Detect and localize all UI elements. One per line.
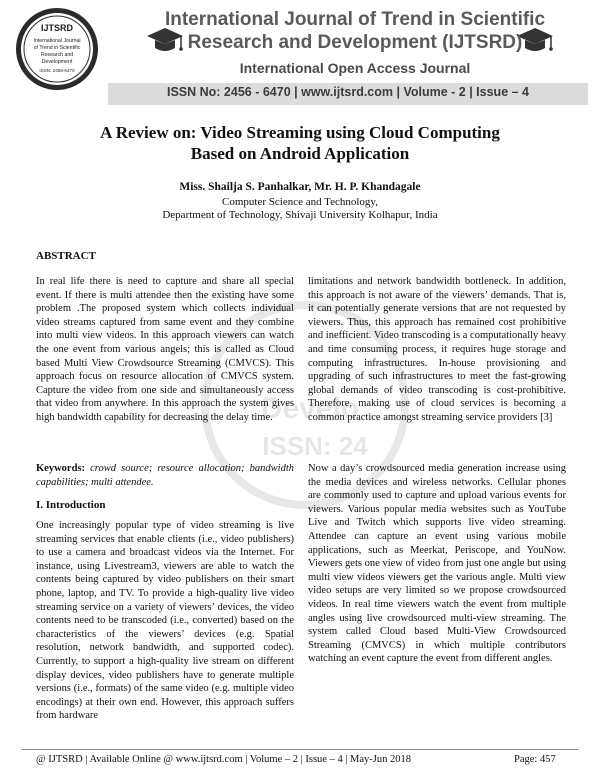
journal-subtitle: International Open Access Journal <box>239 60 471 76</box>
svg-text:of Trend in Scientific: of Trend in Scientific <box>33 45 81 51</box>
svg-text:Development: Development <box>41 59 73 65</box>
introduction-heading: I. Introduction <box>36 499 106 511</box>
page-number: Page: 457 <box>514 754 556 765</box>
paper-title-line2: Based on Android Application <box>190 144 410 163</box>
svg-text:Develo: Develo <box>260 392 360 425</box>
right-paragraph-2: Now a day’s crowdsourced media generation increase using the media devices and wireless networks. Cellular phones are commonly used to capture and upload various events for viewers. Various popular media websites such as YouTube Live and Twitch which supports live video streaming. Attendee can capture an event using various mobile applications, such as Meerkat, Periscope, and YouNow. Viewers gets one view of video from just one angle but using multi view videos viewers get the various angle. Multi view video setups are very limited so we propose crowdsourced videos. In real time viewers watch the event from multiple angles using live crowdsourced multi-view streaming. The system called Cloud based Multi-View Crowdsourced Streaming (CMVCS) in which multiple contributors watching an event capture the event from different angles. <box>308 463 566 665</box>
abstract-text: In real life there is need to capture and share all special event. If there is multi attendee then the existing have some problem .The proposed system which collects individual video streams captured from same event and they combine into multi view videos. In this approach viewers can watch the one event from various angels; this is called as Cloud based Multi View Crowdsource Streaming (CMVCS). This approach focus on resource allocation of CMVCS system. Capture the video from one side and simultaneously access that video from anywhere. In this approach the system gives high bandwidth capability for decreasing the delay time. <box>36 276 294 423</box>
svg-text:International Journal: International Journal <box>33 38 81 44</box>
keywords-label: Keywords: <box>36 463 85 474</box>
svg-text:Research and: Research and <box>40 52 74 58</box>
paper-title-line1: A Review on: Video Streaming using Cloud Computing <box>100 123 500 142</box>
svg-text:IJTSRD: IJTSRD <box>40 23 74 33</box>
issn-line[interactable]: ISSN No: 2456 - 6470 | www.ijtsrd.com | Volume - 2 | Issue – 4 <box>166 85 529 99</box>
keywords <box>36 462 294 489</box>
keywords-text: crowd source; resource allocation; bandwidth capabilities; multi attendee. <box>36 463 294 488</box>
paper-authors: Miss. Shailja S. Panhalkar, Mr. H. P. Khandagale <box>179 181 421 193</box>
affiliation-line2: Department of Technology, Shivaji University Kolhapur, India <box>162 209 438 221</box>
journal-logo <box>14 6 100 92</box>
right-paragraph-1: limitations and network bandwidth bottleneck. In addition, this approach is not aware of the viewers’ demands. That is, it can potentially generate versions that are not requested by viewers. Thus, this approach has remained cost prohibitive and inefficient. Video transcoding is a computationally heavy and time consuming process, it requires huge storage and computing infrastructures. In-house provisioning and upgrading of such infrastructures to meet the fast-growing global demands of video transcoding is cost-prohibitive. Therefore, making use of cloud services is becoming a common practice amongst streaming service providers [3] <box>308 276 566 423</box>
abstract-heading: ABSTRACT <box>36 250 96 262</box>
journal-name-line1: International Journal of Trend in Scientific <box>164 9 546 30</box>
svg-text:ISSN: 2456-6470: ISSN: 2456-6470 <box>39 68 75 73</box>
journal-name-line2: Research and Development (IJTSRD) <box>187 32 523 53</box>
footer-divider <box>22 749 578 750</box>
footer-citation[interactable]: @ IJTSRD | Available Online @ www.ijtsrd.com | Volume – 2 | Issue – 4 | May-Jun 2018 <box>36 754 412 765</box>
introduction-text: One increasingly popular type of video streaming is live streaming services that enable clients (i.e., video publishers) to use a camera and broadcast videos via the Internet. For instance, using Livestream3, viewers are able to watch the contents being captured by video publishers on their smart phone, laptop, and TV. To provide a high-quality live video streaming service on a variety of viewers’ devices, the video contents need to be transcoded (i.e., converted) based on the characteristics of the viewers’ devices (e.g. Spatial resolution, network bandwidth, and supported codec). Currently, to support a high-quality live stream on different display devices, video publishers have to generate multiple versions (i.e., formats) of the same video (e.g. multiple video encodings) at their own end. However, this approach suffers from hardware <box>36 520 294 722</box>
svg-text:ISSN: 24: ISSN: 24 <box>262 431 368 461</box>
affiliation-line1: Computer Science and Technology, <box>222 196 378 208</box>
